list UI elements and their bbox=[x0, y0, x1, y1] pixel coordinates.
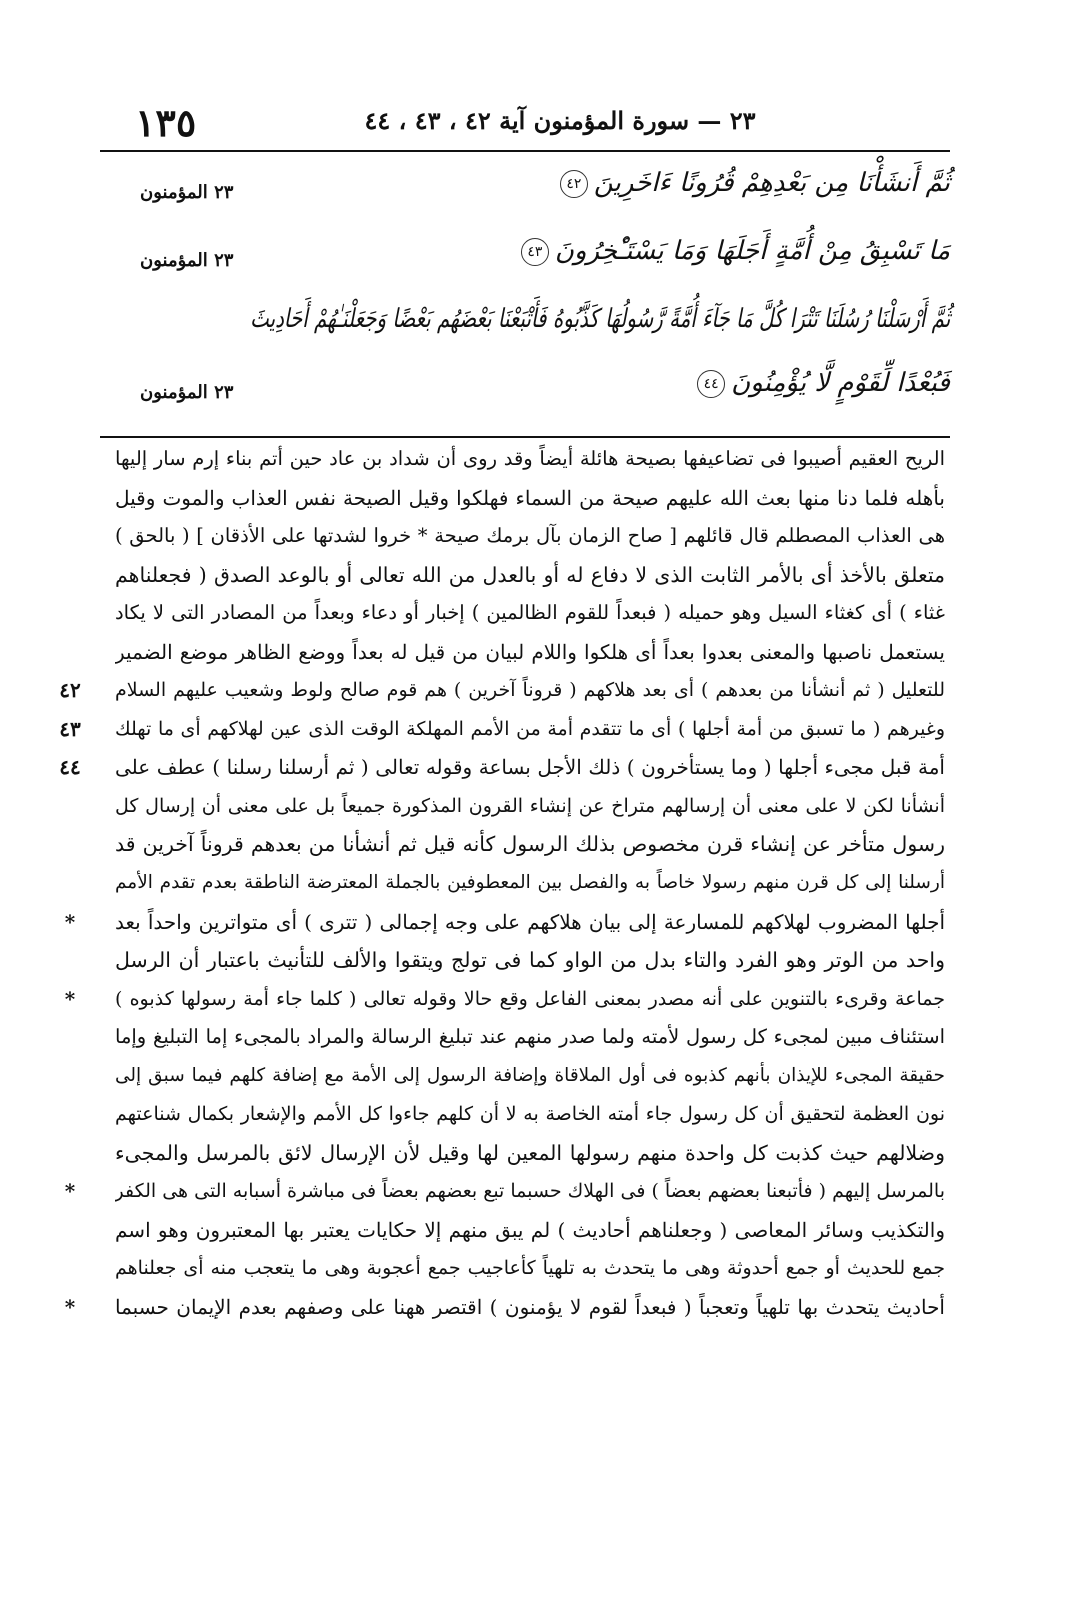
commentary-line: حقيقة المجىء للإيذان بأنهم كذبوه فى أول الملاقاة وإضافة الرسول إلى الأمة مع إضافة كلهم فيما سبق إلى bbox=[115, 1064, 945, 1086]
commentary-line: بأهله فلما دنا منها بعث الله عليهم صيحة من السماء فهلكوا وقيل الصيحة نفس العذاب والموت وقيل bbox=[115, 485, 945, 510]
header-rule bbox=[100, 150, 950, 152]
commentary-line: نون العظمة لتحقيق أن كل رسول جاء أمته الخاصة به لا أن كلهم جاءوا كل الأمم والإشعار بكمال شناعتهم bbox=[115, 1103, 945, 1126]
verse-line bbox=[100, 360, 950, 418]
margin-asterisk: * bbox=[64, 1295, 76, 1320]
verse-reference: ٢٣ المؤمنون bbox=[140, 250, 234, 271]
commentary-line: جماعة وقرىء بالتنوين على أنه مصدر بمعنى الفاعل وقع حالا وقوله تعالى ( كلما جاء أمة رسولها كذبوه ) bbox=[115, 987, 945, 1010]
verse-reference: ٢٣ المؤمنون bbox=[140, 382, 234, 403]
commentary-line: استئناف مبين لمجىء كل رسول لأمته ولما صدر منهم عند تبليغ الرسالة والمراد بالمجىء إما التبليغ وإما bbox=[115, 1025, 945, 1049]
commentary-line: بالمرسل إليهم ( فأتبعنا بعضهم بعضاً ) فى الهلاك حسبما تبع بعضهم بعضاً فى مباشرة أسبابه التى هى الكفر bbox=[115, 1180, 945, 1203]
commentary-line: غثاء ) أى كغثاء السيل وهو حميله ( فبعداً للقوم الظالمين ) إخبار أو دعاء وبعداً من المصادر التى لا يكاد bbox=[115, 601, 945, 625]
commentary-line: أنشأنا لكن لا على معنى أن إرسالهم متراخ عن إنشاء القرون المذكورة جميعاً بل على معنى أن إرسال كل bbox=[115, 794, 945, 817]
margin-verse-number: ٤٣ bbox=[59, 716, 81, 741]
verse-text: مَا تَسْبِقُ مِنْ أُمَّةٍ أَجَلَهَا وَمَا يَسْتَـْٔخِرُونَ٤٣ bbox=[521, 236, 950, 266]
commentary-line: رسول متأخر عن إنشاء قرن مخصوص بذلك الرسول كأنه قيل ثم أنشأنا من بعدهم قروناً آخرين قد bbox=[115, 832, 945, 857]
running-head: ٢٣ — سورة المؤمنون آية ٤٢ ، ٤٣ ، ٤٤ bbox=[364, 106, 756, 135]
margin-asterisk: * bbox=[64, 909, 76, 934]
commentary-line: والتكذيب وسائر المعاصى ( وجعلناهم أحاديث ) لم يبق منهم إلا حكايات يعتبر بها المعتبرون وهو اسم bbox=[115, 1217, 945, 1242]
verse-divider-rule bbox=[100, 436, 950, 438]
verse-line bbox=[100, 296, 950, 354]
commentary-line: للتعليل ( ثم أنشأنا من بعدهم ) أى بعد هلاكهم ( قروناً آخرين ) هم قوم صالح ولوط وشعيب عليهم السلام bbox=[115, 679, 945, 702]
commentary-line: هى العذاب المصطلم قال قائلهم [ صاح الزمان بآل برمك صيحة * خروا لشدتها على الأذقان ] ( بالحق ) bbox=[115, 524, 945, 548]
verse-text: فَبُعْدًا لِّقَوْمٍ لَّا يُؤْمِنُونَ٤٤ bbox=[697, 368, 950, 398]
margin-asterisk: * bbox=[64, 986, 76, 1011]
verse-number-marker: ٤٣ bbox=[521, 238, 549, 266]
commentary-line: متعلق بالأخذ أى بالأمر الثابت الذى لا دفاع له أو بالعدل من الله تعالى أو بالوعد الصدق ( فجعلناهم bbox=[115, 562, 945, 587]
page-number: ١٣٥ bbox=[135, 100, 197, 145]
verse-line bbox=[100, 160, 950, 218]
verse-text: ثُمَّ أَرْسَلْنَا رُسُلَنَا تَتْرَا كُلَّ مَا جَآءَ أُمَّةً رَّسُولُهَا كَذَّبُوهُ فَأَتْبَعْنَا بَعْضَهُم بَعْضًا وَجَعَلْنَـٰهُمْ أَحَادِيثَ bbox=[249, 304, 950, 334]
commentary-line: يستعمل ناصبها والمعنى بعدوا بعداً أى هلكوا واللام لبيان من قيل له بعداً ووضع الظاهر موضع الضمير bbox=[115, 639, 945, 664]
commentary-line: وغيرهم ( ما تسبق من أمة أجلها ) أى ما تتقدم أمة من الأمم المهلكة الوقت الذى عين لهلاكهم أى ما تهلك bbox=[115, 717, 945, 740]
commentary-line: الريح العقيم أصيبوا فى تضاعيفها بصيحة هائلة أيضاً وقد روى أن شداد بن عاد حين أتم بناء إرم سار إليها bbox=[115, 447, 945, 470]
commentary-line: أجلها المضروب لهلاكهم للمسارعة إلى بيان هلاكهم على وجه إجمالى ( تترى ) أى متواترين واحداً بعد bbox=[115, 909, 945, 934]
margin-verse-number: ٤٤ bbox=[59, 755, 81, 780]
verse-line bbox=[100, 228, 950, 286]
commentary-line: أرسلنا إلى كل قرن منهم رسولا خاصاً به والفصل بين المعطوفين بالجملة المعترضة الناطقة بعدم تقدم الأمم bbox=[115, 872, 945, 894]
commentary-line: جمع للحديث أو جمع أحدوثة وهى ما يتحدث به تلهياً كأعاجيب جمع أعجوبة وهى ما يتعجب منه أى جعلناهم bbox=[115, 1257, 945, 1280]
margin-verse-number: ٤٢ bbox=[59, 678, 81, 703]
verse-text: ثُمَّ أَنشَأْنَا مِن بَعْدِهِمْ قُرُونًا ءَاخَرِينَ٤٢ bbox=[560, 168, 950, 198]
commentary-line: أحاديث يتحدث بها تلهياً وتعجباً ( فبعداً لقوم لا يؤمنون ) اقتصر ههنا على وصفهم بعدم الإيمان حسبما bbox=[115, 1295, 945, 1320]
margin-asterisk: * bbox=[64, 1179, 76, 1204]
commentary-line: أمة قبل مجىء أجلها ( وما يستأخرون ) ذلك الأجل بساعة وقوله تعالى ( ثم أرسلنا رسلنا ) عطف على bbox=[115, 755, 945, 780]
verse-reference: ٢٣ المؤمنون bbox=[140, 182, 234, 203]
verse-number-marker: ٤٤ bbox=[697, 370, 725, 398]
commentary-block bbox=[115, 440, 945, 1327]
commentary-line: واحد من الوتر وهو الفرد والتاء بدل من الواو كما فى تولج ويتقوا والألف للتأنيث باعتبار أن الرسل bbox=[115, 948, 945, 973]
verse-number-marker: ٤٢ bbox=[560, 170, 588, 198]
commentary-line: وضلالهم حيث كذبت كل واحدة منهم رسولها المعين لها وقيل لأن الإرسال لائق بالمرسل والمجىء bbox=[115, 1140, 945, 1165]
